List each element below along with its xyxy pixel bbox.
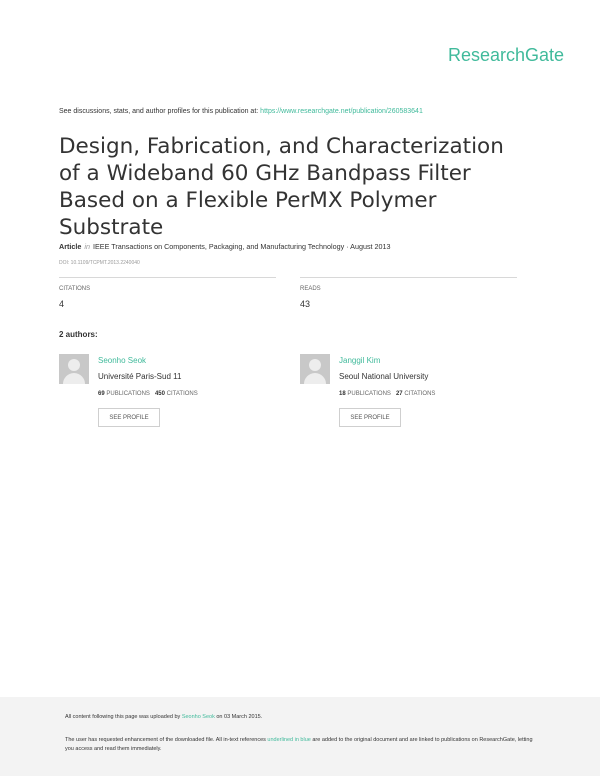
citations-count: 450	[154, 391, 165, 397]
publications-label: PUBLICATIONS	[106, 391, 150, 397]
upload-notice	[65, 714, 262, 720]
author-affiliation: Université Paris-Sud 11	[98, 372, 182, 381]
uploader-link[interactable]: Seonho Seok	[181, 714, 215, 720]
citations-value: 4	[59, 299, 65, 309]
avatar-head-shape	[309, 359, 321, 371]
reads-label: READS	[300, 286, 321, 292]
author-name[interactable]: Janggil Kim	[339, 356, 381, 365]
enhancement-notice	[65, 736, 535, 754]
notice-link[interactable]: underlined in blue	[267, 737, 311, 743]
article-type: Article	[59, 242, 82, 251]
discussion-text: See discussions, stats, and author profiles for this publication at:	[59, 108, 261, 115]
discussion-notice	[59, 108, 423, 115]
upload-prefix: All content following this page was uploaded by	[65, 714, 182, 720]
researchgate-logo[interactable]: ResearchGate	[448, 45, 565, 65]
upload-suffix: on 03 March 2015.	[214, 714, 263, 720]
citations-label: CITATIONS	[166, 391, 198, 397]
article-title: Design, Fabrication, and Characterization of a Wideband 60 GHz Bandpass Filter Based on a Flexible PerMX Polymer Substrate	[59, 134, 504, 240]
article-doi: DOI: 10.1109/TCPMT.2013.2240040	[59, 260, 140, 266]
see-profile-button[interactable]: SEE PROFILE	[339, 408, 401, 427]
publications-count: 69	[98, 391, 105, 397]
author-name[interactable]: Seonho Seok	[98, 356, 147, 365]
avatar-body-shape	[63, 373, 85, 384]
see-profile-button[interactable]: SEE PROFILE	[98, 408, 160, 427]
footer	[0, 697, 600, 776]
publications-label: PUBLICATIONS	[347, 391, 391, 397]
author-stats	[98, 391, 198, 397]
publication-link[interactable]: https://www.researchgate.net/publication/260583641	[260, 108, 423, 115]
article-venue: IEEE Transactions on Components, Packaging, and Manufacturing Technology · August 2013	[92, 242, 391, 251]
notice-prefix: The user has requested enhancement of the downloaded file. All in-text references	[65, 737, 268, 743]
divider-left	[59, 277, 276, 278]
avatar[interactable]	[300, 354, 330, 384]
citations-label: CITATIONS	[59, 286, 91, 292]
citations-count: 27	[395, 391, 403, 397]
in-label: in	[84, 242, 90, 251]
avatar[interactable]	[59, 354, 89, 384]
article-meta	[59, 242, 391, 251]
avatar-head-shape	[68, 359, 80, 371]
citations-label: CITATIONS	[404, 391, 436, 397]
notice-suffix: are added to the original document and are linked to publications on ResearchGate, letting you access and read them immediately.	[65, 737, 533, 752]
authors-heading: 2 authors:	[59, 330, 98, 339]
publications-count: 18	[339, 391, 346, 397]
avatar-body-shape	[304, 373, 326, 384]
author-stats	[339, 391, 435, 397]
divider-right	[300, 277, 517, 278]
reads-value: 43	[300, 299, 311, 309]
author-affiliation: Seoul National University	[339, 372, 429, 381]
